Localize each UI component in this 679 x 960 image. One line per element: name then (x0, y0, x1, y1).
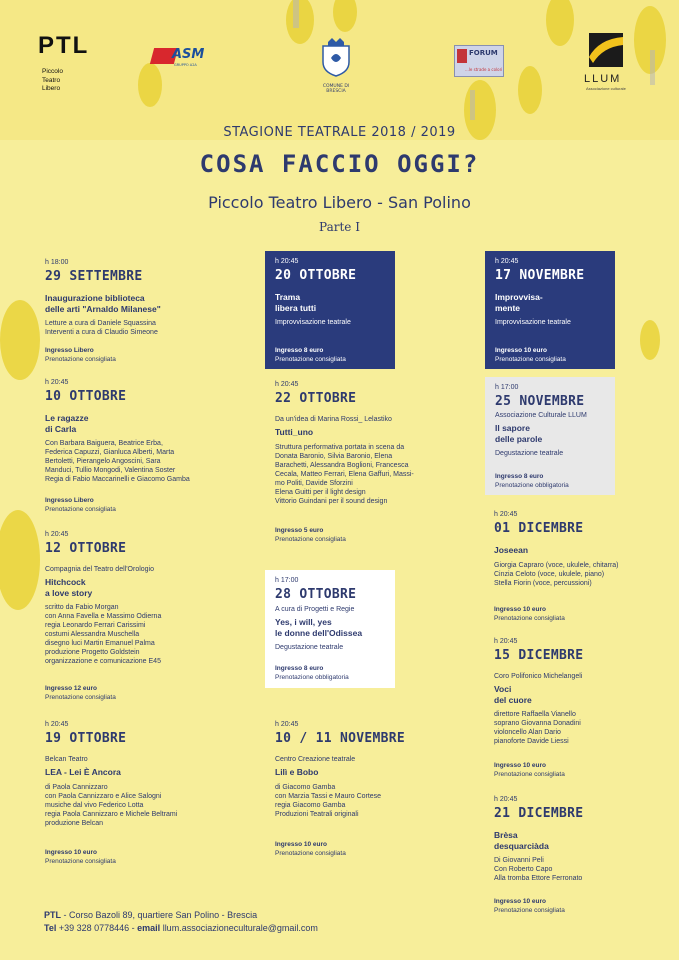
event-title: Tutti_uno (275, 427, 314, 437)
event-date: 20 OTTOBRE (275, 268, 357, 283)
event-title: Trama libera tutti (275, 292, 317, 313)
event-date: 17 NOVEMBRE (495, 268, 585, 283)
event-description: di Paola Cannizzaro con Paola Cannizzaro e Alice Salogni musiche dal vivo Federico Lotta regia Paola Cannizzaro e Michele Beltrami produzione Belcan (45, 783, 178, 827)
season-heading: STAGIONE TEATRALE 2018 / 2019 (223, 125, 456, 140)
event-ingresso: Ingresso 8 euro (275, 347, 324, 354)
event-ingresso: Ingresso 5 euro (275, 527, 324, 534)
event-prenotazione: Prenotazione consigliata (495, 356, 566, 363)
footer-tel: +39 328 0778446 - (56, 923, 138, 933)
ptl-logo-subtitle (42, 68, 63, 94)
event-organizer: Belcan Teatro (45, 756, 88, 763)
event-time: h 20:45 (45, 721, 69, 728)
forum-logo-text: FORUM (469, 49, 498, 57)
event-description: Con Barbara Baiguera, Beatrice Erba, Federica Capuzzi, Gianluca Alberti, Marta Bertoletti, Pierangelo Angoscini, Sara Manduci, Tullio Mongodi, Valentina Soster Regia di Fabio Maccarinelli e Giacomo Gamba (45, 440, 190, 483)
event-19-ottobre (45, 720, 235, 870)
ptl-line-2: Teatro (42, 76, 61, 84)
event-description: Letture a cura di Daniele Squassina Interventi a cura di Claudio Simeone (45, 320, 158, 336)
event-title: Yes, i will, yes le donne dell'Odissea (275, 617, 363, 638)
footer-tel-label: Tel (44, 923, 57, 933)
page-title: COSA FACCIO OGGI? (199, 150, 480, 178)
event-time: h 20:45 (494, 511, 518, 518)
llum-arc-icon (589, 33, 623, 67)
asm-logo-sub: GRUPPO A2A (174, 63, 197, 67)
event-date: 29 SETTEMBRE (45, 269, 143, 284)
event-25-novembre (485, 377, 615, 495)
footer-email-label: email (137, 923, 161, 933)
event-date: 15 DICEMBRE (494, 648, 584, 663)
event-description: Struttura performativa portata in scena da Donata Baronio, Silvia Baronio, Elena Barachetti, Alessandra Boglioni, Francesca Cecala, Matteo Ferrari, Elena Gaffuri, Massi- mo Politi, Davide Sforzini Elena Guitti per il light design Vittorio Guindani per il sound design (275, 443, 414, 505)
event-title: Inaugurazione biblioteca delle arti "Arnaldo Milanese" (45, 293, 161, 314)
event-time: h 20:45 (494, 796, 518, 803)
event-organizer: Coro Polifonico Michelangeli (494, 673, 583, 680)
event-date: 21 DICEMBRE (494, 806, 584, 821)
event-22-ottobre (275, 380, 440, 545)
comune-brescia-logo (316, 36, 356, 94)
event-organizer: Compagnia del Teatro dell'Orologio (45, 566, 154, 573)
event-time: h 20:45 (45, 379, 69, 386)
event-date: 01 DICEMBRE (494, 521, 584, 536)
forum-logo (454, 45, 504, 77)
event-prenotazione: Prenotazione obbligatoria (495, 482, 569, 489)
event-ingresso: Ingresso Libero (45, 347, 94, 354)
venue-heading: Piccolo Teatro Libero - San Polino (208, 193, 471, 212)
event-20-ottobre (265, 251, 395, 369)
event-title: Joseean (494, 545, 529, 555)
event-time: h 20:45 (275, 381, 299, 388)
llum-logo-text: LLUM (584, 73, 622, 85)
event-29-settembre (45, 258, 235, 368)
event-time: h 20:45 (275, 721, 299, 728)
event-prenotazione: Prenotazione consigliata (275, 356, 346, 363)
event-28-ottobre (265, 570, 395, 688)
footer-ptl-label: PTL (44, 910, 61, 920)
event-12-ottobre (45, 530, 235, 705)
event-title: Brèsa desquarciàda (494, 830, 549, 851)
event-description: di Giacomo Gamba con Marzia Tassi e Mauro Cortese regia Giacomo Gamba Produzioni Teatrali originali (275, 783, 382, 818)
event-prenotazione: Prenotazione consigliata (494, 771, 565, 778)
event-prenotazione: Prenotazione consigliata (494, 615, 565, 622)
event-ingresso: Ingresso 8 euro (275, 665, 324, 672)
event-organizer: Associazione Culturale LLUM (495, 412, 587, 419)
event-time: h 20:45 (495, 258, 519, 265)
event-date: 19 OTTOBRE (45, 731, 127, 746)
event-title: Hitchcock a love story (45, 577, 93, 598)
ptl-line-1: Piccolo (42, 68, 63, 75)
event-time: h 17:00 (495, 384, 519, 391)
event-prenotazione: Prenotazione consigliata (45, 858, 116, 865)
event-prenotazione: Prenotazione consigliata (45, 356, 116, 363)
event-time: h 20:45 (275, 258, 299, 265)
event-organizer: A cura di Progetti e Regie (275, 606, 355, 613)
footer-contacts (44, 923, 318, 933)
event-21-dicembre (494, 795, 659, 915)
event-prenotazione: Prenotazione consigliata (275, 536, 346, 543)
event-description: scritto da Fabio Morgan con Anna Favella e Massimo Odierna regia Leonardo Ferrari Carissimi costumi Alessandra Muschella disegno luci Martin Emanuel Palma produzione Progetto Goldstein organizzazione e comunicazione E45 (45, 604, 162, 665)
crest-icon (319, 36, 353, 78)
event-10-11-novembre (275, 720, 440, 860)
event-title: Voci del cuore (494, 684, 532, 705)
event-01-dicembre (494, 510, 659, 625)
event-title: Lilì e Bobo (275, 767, 319, 777)
event-description: Di Giovanni Peli Con Roberto Capo Alla tromba Ettore Ferronato (494, 857, 583, 882)
event-date: 22 OTTOBRE (275, 391, 357, 406)
comune-brescia-text: COMUNE DI BRESCIA (322, 84, 350, 94)
event-title: Le ragazze di Carla (45, 413, 89, 434)
part-heading: Parte I (319, 220, 360, 234)
event-description: direttore Raffaella Vianello soprano Giovanna Donadini violoncello Alan Dario pianoforte Davide Liessi (494, 711, 581, 745)
event-description: Giorgia Capraro (voce, ukulele, chitarra) Cinzia Celoto (voce, ukulele, piano) Stella Fiorin (voce, percussioni) (494, 561, 619, 587)
event-prenotazione: Prenotazione obbligatoria (275, 674, 349, 681)
event-prenotazione: Prenotazione consigliata (275, 850, 346, 857)
event-time: h 20:45 (45, 531, 69, 538)
event-prenotazione: Prenotazione consigliata (45, 506, 116, 513)
event-17-novembre (485, 251, 615, 369)
event-title: LEA - Lei È Ancora (45, 767, 121, 777)
event-10-ottobre (45, 378, 235, 518)
event-description: Improvvisazione teatrale (495, 319, 571, 326)
event-description: Degustazione teatrale (275, 644, 344, 651)
ptl-line-3: Libero (42, 85, 61, 92)
forum-logo-sub: ...le strade a colori (465, 67, 503, 72)
llum-logo-sub: Associazione culturale (586, 86, 626, 91)
footer-address-text: - Corso Bazoli 89, quartiere San Polino - Brescia (61, 910, 258, 920)
event-ingresso: Ingresso 10 euro (45, 849, 98, 856)
event-date: 28 OTTOBRE (275, 587, 357, 602)
event-time: h 17:00 (275, 577, 299, 584)
event-ingresso: Ingresso 10 euro (494, 898, 547, 905)
event-prenotazione: Prenotazione consigliata (45, 694, 116, 701)
event-time: h 20:45 (494, 638, 518, 645)
event-ingresso: Ingresso 10 euro (275, 841, 328, 848)
asm-logo (152, 44, 210, 70)
event-ingresso: Ingresso 12 euro (45, 685, 98, 692)
event-ingresso: Ingresso 10 euro (494, 606, 547, 613)
event-organizer: Centro Creazione teatrale (275, 756, 356, 763)
event-ingresso: Ingresso 8 euro (495, 473, 544, 480)
llum-logo-mark (589, 33, 623, 67)
event-description: Improvvisazione teatrale (275, 319, 351, 326)
ptl-logo-title: PTL (38, 32, 90, 59)
event-ingresso: Ingresso 10 euro (494, 762, 547, 769)
footer-email[interactable]: llum.associazioneculturale@gmail.com (160, 923, 318, 933)
event-time: h 18:00 (45, 259, 69, 266)
event-ingresso: Ingresso Libero (45, 497, 94, 504)
event-organizer: Da un'idea di Marina Rossi_ Lelastiko (275, 416, 392, 423)
event-date: 10 OTTOBRE (45, 389, 127, 404)
event-15-dicembre (494, 637, 659, 777)
event-title: Improvvisa- mente (495, 292, 543, 313)
event-ingresso: Ingresso 10 euro (495, 347, 548, 354)
event-date: 25 NOVEMBRE (495, 394, 585, 409)
event-prenotazione: Prenotazione consigliata (494, 907, 565, 914)
asm-logo-text: ASM (172, 47, 205, 62)
event-date: 12 OTTOBRE (45, 541, 127, 556)
event-date: 10 / 11 NOVEMBRE (275, 731, 406, 746)
event-title: Il sapore delle parole (495, 423, 543, 444)
event-description: Degustazione teatrale (495, 450, 564, 457)
footer-address (44, 910, 257, 920)
